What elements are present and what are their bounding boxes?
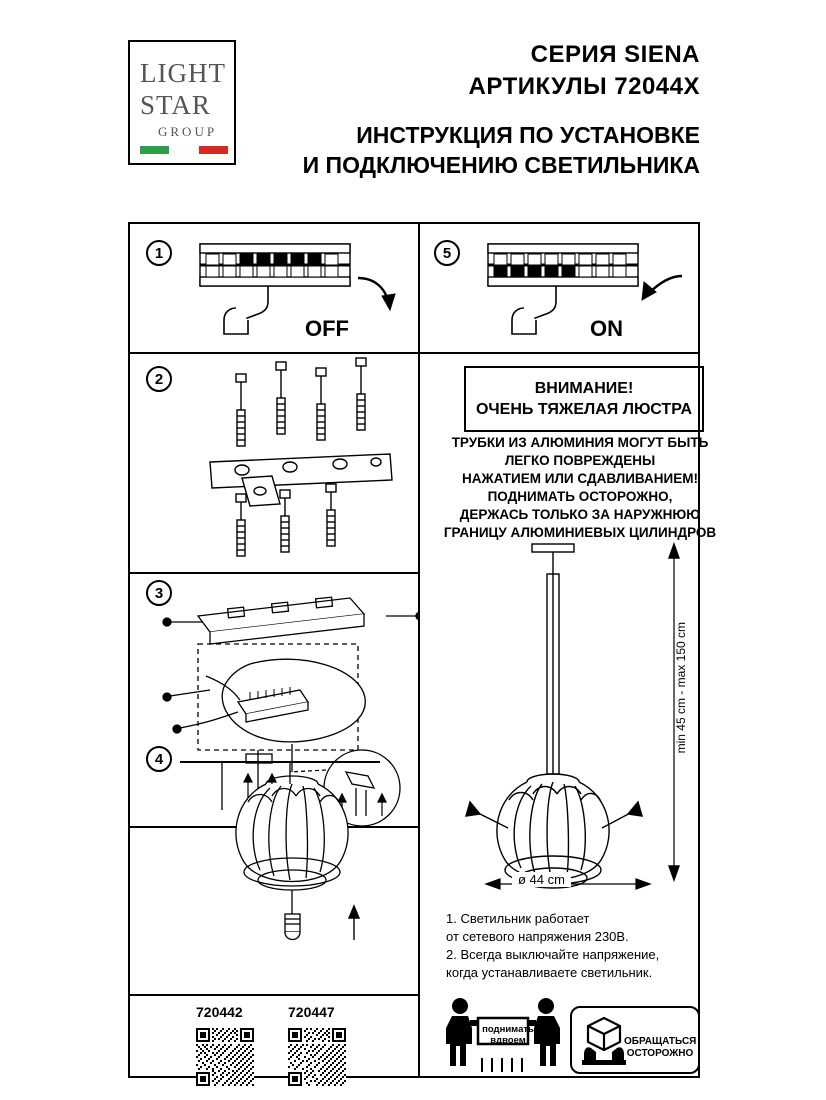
logo-text-group: GROUP (158, 124, 218, 139)
qr-label-720442: 720442 (196, 1004, 243, 1020)
diagram-frame (128, 222, 717, 1078)
dimension-height-label: min 45 cm - max 150 cm (674, 622, 688, 754)
step-number-5: 5 (434, 240, 460, 266)
dimension-diameter-label: ø 44 cm (512, 872, 571, 887)
italian-flag-icon (140, 146, 228, 154)
series-title: СЕРИЯ SIENA (530, 41, 700, 68)
handle-label-line-2: ОСТОРОЖНО (626, 1048, 694, 1059)
note-line-3: 2. Всегда выключайте напряжение, (446, 947, 660, 962)
warning-body-line-6: ГРАНИЦУ АЛЮМИНИЕВЫХ ЦИЛИНДРОВ (443, 525, 717, 540)
qr-code-720447[interactable] (288, 1028, 346, 1086)
step-number-3: 3 (146, 580, 172, 606)
product-dimensions-illustration (430, 534, 700, 894)
breaker-panel-on-illustration (478, 234, 698, 344)
lift-label-line-1: поднимать (482, 1024, 534, 1035)
shade-attach-illustration (186, 744, 406, 984)
note-line-1: 1. Светильник работает (446, 911, 590, 926)
handle-label-line-1: ОБРАЩАТЬСЯ (624, 1036, 697, 1047)
instruction-title-line1: ИНСТРУКЦИЯ ПО УСТАНОВКЕ (356, 122, 700, 148)
electrical-notes (446, 910, 696, 982)
brand-logo (128, 40, 236, 165)
warning-body-line-1: ТРУБКИ ИЗ АЛЮМИНИЯ МОГУТ БЫТЬ (451, 435, 709, 450)
warning-body (430, 434, 730, 542)
title-block (246, 40, 700, 180)
step-1-label-off: OFF (305, 316, 349, 341)
lift-two-people-label (482, 1024, 534, 1046)
note-line-2: от сетевого напряжения 230В. (446, 929, 629, 944)
step-5-label-on: ON (590, 316, 623, 341)
header (128, 40, 700, 180)
bracket-mounting-illustration (180, 354, 410, 569)
article-title: АРТИКУЛЫ 72044X (468, 73, 700, 100)
note-line-4: когда устанавливаете светильник. (446, 965, 653, 980)
logo-text-light: LIGHT (140, 58, 226, 88)
qr-code-720442[interactable] (196, 1028, 254, 1086)
handle-with-care-label (624, 1036, 696, 1060)
warning-body-line-4: ПОДНИМАТЬ ОСТОРОЖНО, (487, 489, 673, 504)
step-number-1: 1 (146, 240, 172, 266)
warning-body-line-3: НАЖАТИЕМ ИЛИ СДАВЛИВАНИЕМ! (462, 471, 698, 486)
warning-title-2: ОЧЕНЬ ТЯЖЕЛАЯ ЛЮСТРА (475, 401, 693, 418)
instruction-title-line2: И ПОДКЛЮЧЕНИЮ СВЕТИЛЬНИКА (302, 152, 700, 178)
warning-body-line-5: ДЕРЖАСЬ ТОЛЬКО ЗА НАРУЖНЮЮ (459, 507, 701, 522)
step-number-2: 2 (146, 366, 172, 392)
divider-horizontal-4 (130, 994, 420, 996)
step-number-4: 4 (146, 746, 172, 772)
breaker-panel-off-illustration (190, 234, 410, 344)
handle-with-care-icon (582, 1014, 626, 1066)
lift-label-line-2: вдвоем (490, 1035, 526, 1046)
warning-body-line-2: ЛЕГКО ПОВРЕЖДЕНЫ (504, 453, 656, 468)
logo-text-star: STAR (140, 90, 211, 120)
qr-label-720447: 720447 (288, 1004, 335, 1020)
divider-vertical-top (418, 224, 420, 352)
warning-box (464, 366, 704, 432)
warning-title-1: ВНИМАНИЕ! (534, 380, 634, 397)
